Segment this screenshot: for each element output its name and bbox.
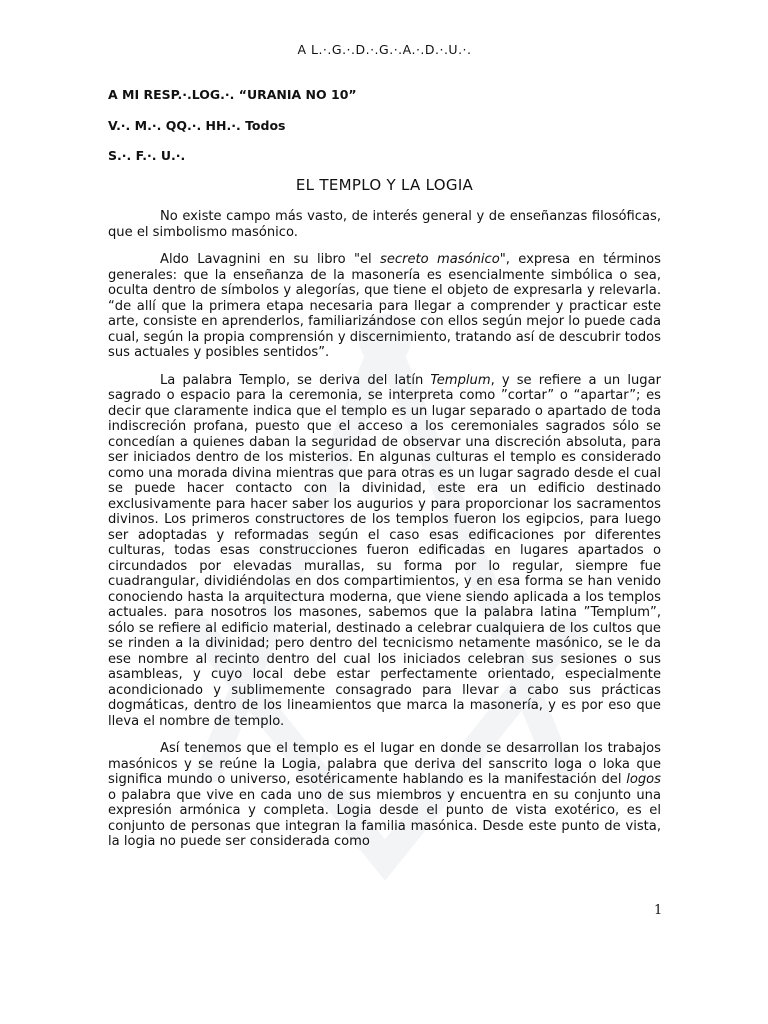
greeting-line: S.·. F.·. U.·. (108, 148, 186, 163)
lodge-address: A MI RESP.·.LOG.·. “URANIA NO 10” (108, 87, 357, 102)
paragraph-1: No existe campo más vasto, de interés general y de enseñanzas filosóficas, que el simbolismo masónico. (108, 209, 661, 240)
dedication-line: A L.·.G.·.D.·.G.·.A.·.D.·.U.·. (297, 42, 472, 57)
book-title: secreto masónico (380, 252, 500, 267)
document-title: EL TEMPLO Y LA LOGIA (295, 176, 474, 194)
paragraph-2-text-b: ", expresa en términos generales: que la enseñanza de la masonería es esencialmente simbólica o sea, oculta dentro de símbolos y alegorías, que tiene el objeto de expresarla y relevarla. “de allí que la primera etapa necesaria para llegar a comprender y practicar este arte, consiste en aprenderlos, familiarizándose con ellos según mejor lo puede cada cual, según la propia comprensión y discernimiento, tratando así de descubrir todos sus actuales y posibles sentidos”. (108, 252, 661, 360)
logos-term: logos (626, 772, 661, 787)
paragraph-2-text-a: Aldo Lavagnini en su libro "el (160, 252, 380, 267)
paragraph-3 (108, 373, 661, 730)
latin-term: Templum (430, 372, 491, 388)
page-number: 1 (654, 903, 663, 918)
paragraph-3-text-a: La palabra Templo, se deriva del latín (160, 372, 431, 388)
paragraph-3-text-b: , y se refiere a un lugar sagrado o espacio para la ceremonia, se interpreta como ”cortar” o “apartar”; es decir que claramente indica que el templo es un lugar separado o apartado de toda indiscreción profana, puesto que el acceso a los ceremoniales sagrados sólo se concedían a quienes daban la seguridad de observar una discreción absoluta, para ser iniciados dentro de los misterios. En algunas culturas el templo es considerado como una morada divina mientras que para otras es un lugar sagrado desde el cual se puede hacer contacto con la divinidad, este era un edificio destinado exclusivamente para hacer saber los augurios y para proporcionar los sacramentos divinos. Los primeros constructores de los templos fueron los egipcios, para luego ser adoptadas y reformadas según el caso esas edificaciones por diferentes culturas, todas esas construcciones fueron edificadas en lugares apartados o circundados por elevadas murallas, su forma por lo regular, siempre fue cuadrangular, dividiéndolas en dos compartimientos, y en esa forma se han venido conociendo hasta la arquitectura moderna, que viene siendo aplicada a los templos actuales. para nosotros los masones, sabemos que la palabra latina ”Templum”, sólo se refiere al edificio material, destinado a celebrar cualquiera de los cultos que se rinden a la divinidad; pero dentro del tecnicismo netamente masónico, se le da ese nombre al recinto dentro del cual los iniciados celebran sus sesiones o sus asambleas, y cuyo local debe estar perfectamente orientado, especialmente acondicionado y sublimemente consagrado para llevar a cabo sus prácticas dogmáticas, dentro de los lineamientos que marca la masonería, y es por eso que lleva el nombre de templo. (108, 372, 661, 729)
paragraph-4 (108, 741, 661, 850)
paragraph-4-text-b: o palabra que vive en cada uno de sus miembros y encuentra en su conjunto una expresión armónica y completa. Logia desde el punto de vista exotérico, es el conjunto de personas que integran la familia masónica. Desde este punto de vista, la logia no puede ser considerada como (108, 787, 661, 849)
paragraph-4-text-a: Así tenemos que el templo es el lugar en donde se desarrollan los trabajos masónicos y se reúne la Logia, palabra que deriva del sanscrito loga o loka que significa mundo o universo, esotéricamente hablando es la manifestación del (108, 741, 661, 787)
paragraph-2 (108, 252, 661, 361)
document-body (108, 209, 661, 850)
salutation-line: V.·. M.·. QQ.·. HH.·. Todos (108, 118, 286, 133)
